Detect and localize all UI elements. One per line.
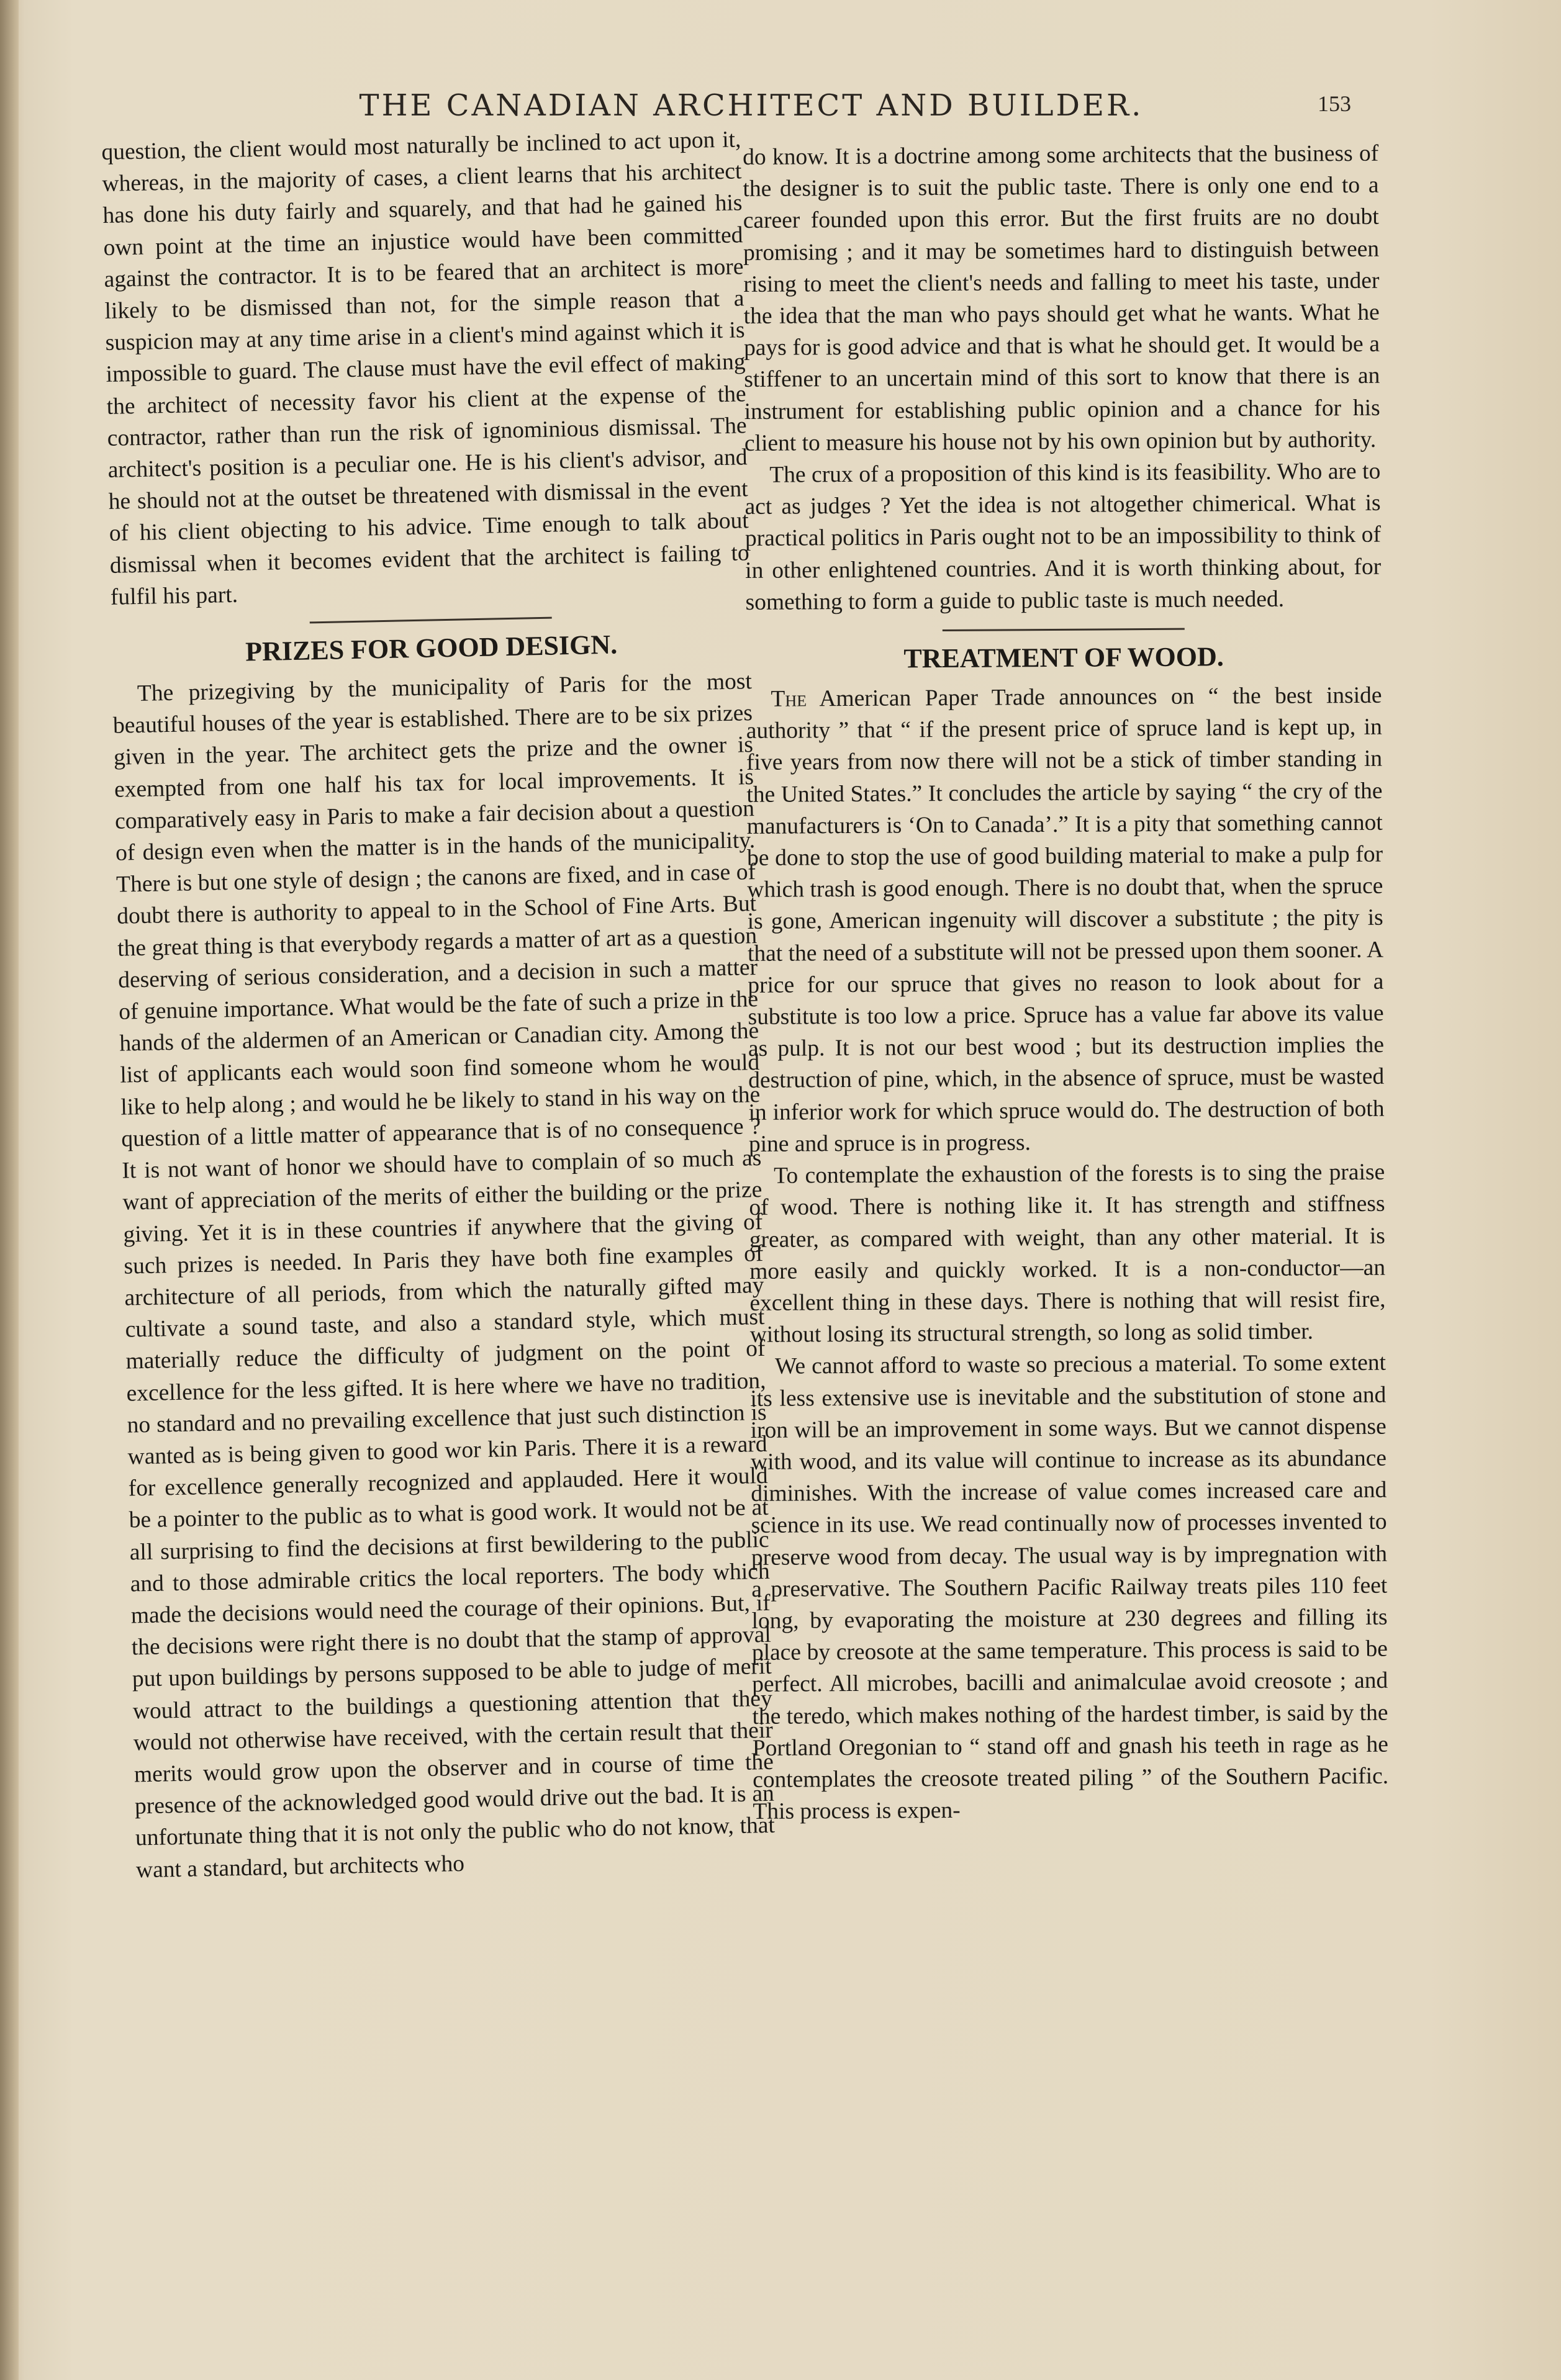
paragraph: The crux of a proposition of this kind is its feasibility. Who are to act as judges ? Yet the idea is not altogether chimerical. What is practical politics in Paris ought not to be an impossibility to think of in other enlightened countries. And it is worth thinking about, for something to form a guide to public taste is much needed.	[744, 458, 1382, 615]
right-column	[743, 138, 1392, 2351]
section-divider	[310, 617, 552, 624]
article-heading-prizes: PRIZES FOR GOOD DESIGN.	[245, 629, 618, 667]
continued-paragraph: question, the client would most naturally be inclined to act upon it, whereas, in the majority of cases, a client learns that his architect has done his duty fairly and squarely, and that had he gained his own point at the time an injustice would have been committed against the contractor. It is to be feared that an architect is more likely to be dismissed than not, for the simple reason that a suspicion may at any time arise in a client's mind against which it is impossible to guard. The clause must have the evil effect of making the architect of necessity favor his client at the expense of the contractor, rather than run the risk of ignominious dismissal. The architect's position is a peculiar one. He is his client's advisor, and he should not at the outset be threatened with dismissal in the event of his client objecting to his advice. Time enough to talk about dismissal when it becomes evident that the architect is failing to fulfil his part.	[101, 127, 750, 610]
article-body-wood-p3: We cannot afford to waste so precious a material. To some extent its less extensive use is inevitable and the substitution of stone and iron will be an improvement in some ways. But we cannot dispense with wood, and its value will continue to increase as its abundance diminishes. With the increase of value comes increased care and science in its use. We read continually now of processes invented to preserve wood from decay. The usual way is by impregnation with a preservative. The Southern Pacific Railway treats piles 110 feet long, by evaporating the moisture at 230 degrees and filling its place by creosote at the same temperature. This process is said to be perfect. All microbes, bacilli and animalculae avoid creosote ; and the teredo, which makes nothing of the hardest timber, is said by the Portland Oregonian to “ stand off and gnash his teeth in rage as he contemplates the creosote treated piling ” of the Southern Pacific. This process is expen-	[750, 1350, 1389, 1825]
article-body-prizes: The prizegiving by the municipality of Paris for the most beautiful houses of the year is established. There are to be six prizes given in the year. The architect gets the prize and the owner is exempted from one half his tax for local improvements. It is comparatively easy in Paris to make a fair decision about a question of design even when the matter is in the hands of the municipality. There is but one style of design ; the canons are fixed, and in case of doubt there is authority to appeal to in the School of Fine Arts. But the great thing is that everybody regards a matter of art as a question deserving of serious consideration, and a decision in such a matter of genuine importance. What would be the fate of such a prize in the hands of the aldermen of an American or Canadian city. Among the list of applicants each would soon find someone whom he would like to help along ; and would he be likely to stand in his way on the question of a little matter of appearance that is of no consequence ? It is not want of honor we should have to complain of so much as want of appreciation of the merits of either the building or the prize giving. Yet it is in these countries if anywhere that the giving of such prizes is needed. In Paris they have both fine examples of architecture of all periods, from which the naturally gifted may cultivate a sound taste, and also a standard style, which must materially reduce the difficulty of judgment on the point of excellence for the less gifted. It is here where we have no tradition, no standard and no prevailing excellence that just such distinction is wanted as is being given to good wor kin Paris. There it is a reward for excellence generally recognized and applauded. Here it would be a pointer to the public as to what is good work. It would not be at all surprising to find the decisions at first bewildering to the public and to those admirable critics the local reporters. The body which made the decisions would need the courage of their opinions. But, if the decisions were right there is no doubt that the stamp of approval put upon buildings by persons supposed to be able to judge of merit would attract to the buildings a questioning attention that they would not otherwise have received, with the certain result that their merits would grow upon the observer and in course of time the presence of the acknowledged good would drive out the bad. It is an unfortunate thing that it is not only the public who do not know, that want a standard, but architects who	[112, 669, 776, 1883]
paragraph-text: American Paper Trade announces on “ the best inside authority ” that “ if the present price of spruce land is kept up, in five years from now there will not be a stick of timber standing in the United States.” It concludes the article by saying “ the cry of the manufacturers is ‘On to Canada’.” It is a pity that something cannot be done to stop the use of good building material to make a pulp for which trash is good enough. There is no doubt that, when the spruce is gone, American ingenuity will discover a substitute ; the pity is that the need of a substitute will not be pressed upon them sooner. A price for our spruce that gives no reason to look about for a substitute is too low a price. Spruce has a value far above its value as pulp. It is not our best wood ; but its destruction implies the destruction of pine, which, in the absence of spruce, must be wasted in inferior work for which spruce would do. The destruction of both pine and spruce is in progress.	[746, 682, 1385, 1157]
running-header: THE CANADIAN ARCHITECT AND BUILDER.	[359, 88, 1144, 123]
continued-paragraph: do know. It is a doctrine among some architects that the business of the designer is to suit the public taste. There is only one end to a career founded upon this error. But the first fruits are no doubt promising ; and it may be sometimes hard to distinguish between rising to meet the client's needs and falling to meet his taste, under the idea that the man who pays should get what he wants. What he pays for is good advice and that is what he should get. It would be a stiffener to an uncertain mind of this sort to know that there is an instrument for establishing public opinion and a chance for his client to measure his house not by his own opinion but by authority.	[743, 140, 1380, 456]
page-number: 153	[1318, 91, 1351, 116]
left-column	[101, 124, 785, 2346]
article-heading-wood: TREATMENT OF WOOD.	[903, 641, 1224, 674]
section-divider	[943, 628, 1185, 631]
lead-word: The	[771, 686, 807, 712]
binding-shadow	[0, 0, 19, 2380]
article-body-wood-p2: To contemplate the exhaustion of the forests is to sing the praise of wood. There is nothing like it. It has strength and stiffness greater, as compared with weight, than any other material. It is more easily and quickly worked. It is a non-conductor—an excellent thing in these days. There is nothing that will resist fire, without losing its structural strength, so long as solid timber.	[749, 1159, 1386, 1348]
article-body-wood-p1	[746, 680, 1385, 1160]
